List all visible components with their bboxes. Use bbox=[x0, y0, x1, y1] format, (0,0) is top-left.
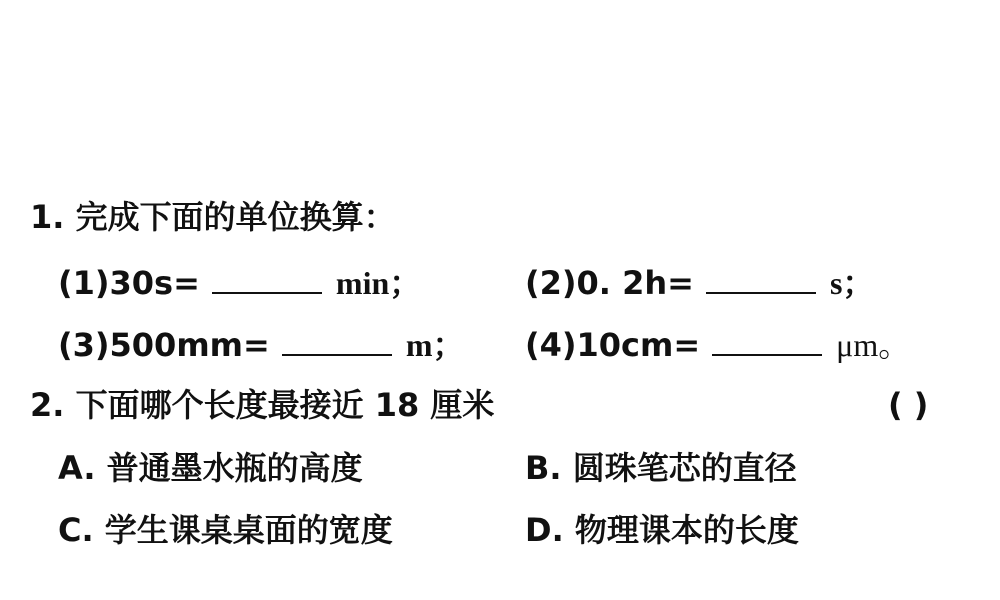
q1-item-2-unit: s； bbox=[829, 265, 875, 301]
q1-item-4-blank[interactable] bbox=[712, 324, 822, 356]
q1-item-4-prefix: (4)10cm= bbox=[525, 326, 701, 364]
q1-item-3-blank[interactable] bbox=[282, 324, 392, 356]
question-1-title: 1. 完成下面的单位换算： bbox=[30, 198, 396, 236]
q1-item-1-blank[interactable] bbox=[212, 262, 322, 294]
question-2-title: 2. 下面哪个长度最接近 18 厘米 bbox=[30, 386, 495, 424]
q1-item-1-unit: min； bbox=[335, 265, 422, 301]
option-d[interactable]: D. 物理课本的长度 bbox=[525, 511, 799, 549]
option-a[interactable]: A. 普通墨水瓶的高度 bbox=[58, 449, 363, 487]
q1-item-2-prefix: (2)0. 2h= bbox=[525, 264, 694, 302]
option-b[interactable]: B. 圆珠笔芯的直径 bbox=[525, 449, 797, 487]
q1-item-4-unit: μm。 bbox=[836, 327, 911, 363]
q1-item-3-unit: m； bbox=[405, 327, 465, 363]
answer-parentheses[interactable]: ( ) bbox=[888, 386, 929, 424]
q1-item-4 bbox=[525, 324, 910, 365]
q1-item-1-prefix: (1)30s= bbox=[58, 264, 200, 302]
q1-item-2-blank[interactable] bbox=[706, 262, 816, 294]
q1-item-2 bbox=[525, 262, 874, 303]
q1-item-1 bbox=[58, 262, 421, 303]
q1-item-3-prefix: (3)500mm= bbox=[58, 326, 270, 364]
q1-item-3 bbox=[58, 324, 464, 365]
option-c[interactable]: C. 学生课桌桌面的宽度 bbox=[58, 511, 393, 549]
